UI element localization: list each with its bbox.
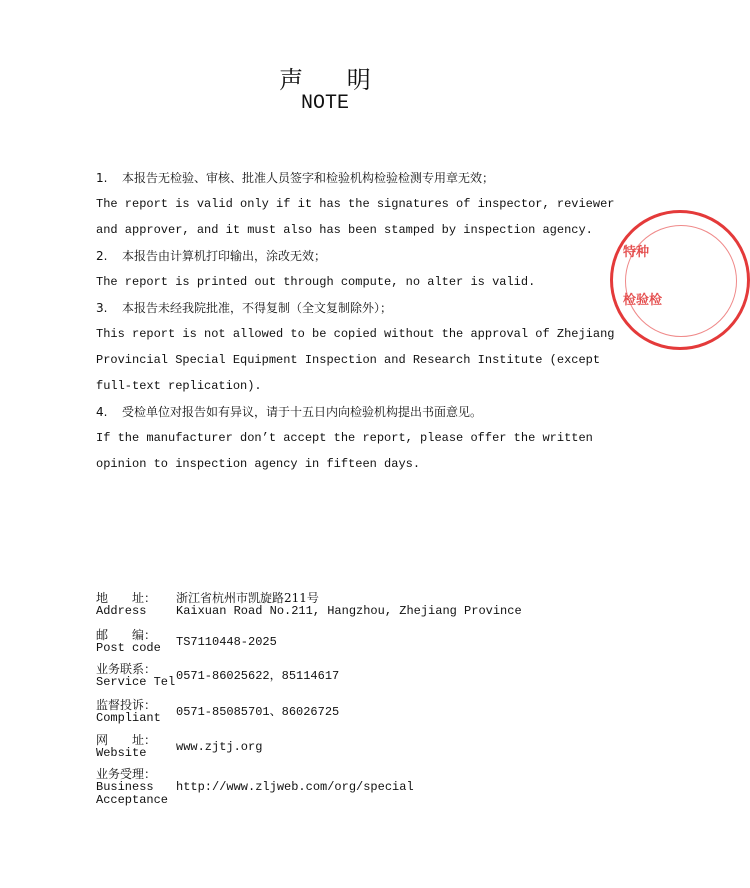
- website-value[interactable]: www.zjtj.org: [176, 740, 263, 754]
- note-3-en-line-2: Provincial Special Equipment Inspection and Research Institute (except: [96, 353, 601, 367]
- note-4-en-line-1: If the manufacturer don’t accept the report, please offer the written: [96, 431, 593, 445]
- service-tel-label-en: Service Tel: [96, 675, 176, 689]
- note-1-cn-text: 本报告无检验、审核、批准人员签字和检验机构检验检测专用章无效；: [122, 171, 495, 185]
- note-2-cn-text: 本报告由计算机打印输出，涂改无效；: [122, 249, 327, 263]
- website-label-cn: 网 址：: [96, 733, 157, 747]
- address-label-cn: 地 址：: [96, 591, 157, 605]
- note-3-number: 3.: [96, 301, 108, 315]
- complaint-label: [96, 699, 176, 725]
- business-acceptance-label-en-2: Acceptance: [96, 793, 169, 807]
- note-4-number: 4.: [96, 405, 108, 419]
- note-3-cn: [96, 295, 576, 321]
- website-label: [96, 734, 176, 760]
- seal-text-line-1: 特种: [623, 245, 650, 260]
- official-seal-stamp: [610, 210, 750, 350]
- website-label-en: Website: [96, 746, 147, 760]
- address-value-cn: 浙江省杭州市凯旋路211号: [176, 591, 319, 605]
- postcode-label-en: Post code: [96, 641, 161, 655]
- note-3-en-line-1: This report is not allowed to be copied without the approval of Zhejiang: [96, 327, 615, 341]
- note-3-cn-text: 本报告未经我院批准，不得复制（全文复制除外）；: [122, 301, 393, 315]
- note-1-cn: [96, 165, 576, 191]
- note-4-cn: [96, 399, 576, 425]
- note-3-en-line-3: full-text replication).: [96, 379, 262, 393]
- business-acceptance-value[interactable]: http://www.zljweb.com/org/special: [176, 780, 414, 794]
- complaint-label-cn: 监督投诉：: [96, 698, 157, 712]
- notes-list: [96, 165, 615, 477]
- postcode-label: [96, 629, 176, 655]
- note-2-number: 2.: [96, 249, 108, 263]
- service-tel-value: 0571-86025622，85114617: [176, 669, 340, 683]
- postcode-label-cn: 邮 编：: [96, 628, 157, 642]
- note-2-cn: [96, 243, 576, 269]
- complaint-value: 0571-85085701、86026725: [176, 705, 340, 719]
- complaint-label-en: Compliant: [96, 711, 161, 725]
- address-label: [96, 592, 176, 618]
- note-1-en-line-1: The report is valid only if it has the signatures of inspector, reviewer: [96, 197, 615, 211]
- page-title-chinese: 声 明: [279, 66, 389, 94]
- page-title-english: NOTE: [300, 92, 349, 115]
- note-1-number: 1.: [96, 171, 108, 185]
- seal-text: [623, 243, 662, 311]
- address-value-en: Kaixuan Road No.211, Hangzhou, Zhejiang Province: [176, 604, 522, 618]
- note-4-en-line-2: opinion to inspection agency in fifteen days.: [96, 457, 421, 471]
- postcode-value: TS7110448-2025: [176, 635, 277, 649]
- address-value: [176, 592, 522, 618]
- note-4-cn-text: 受检单位对报告如有异议，请于十五日内向检验机构提出书面意见。: [122, 405, 483, 419]
- business-acceptance-label-cn: 业务受理：: [96, 767, 157, 781]
- service-tel-label-cn: 业务联系：: [96, 662, 157, 676]
- address-label-en: Address: [96, 604, 147, 618]
- business-acceptance-label: [96, 768, 176, 807]
- service-tel-label: [96, 663, 176, 689]
- seal-text-line-2: 检验检: [623, 293, 663, 308]
- note-2-en-line-1: The report is printed out through compute, no alter is valid.: [96, 275, 536, 289]
- note-1-en-line-2: and approver, and it must also has been stamped by inspection agency.: [96, 223, 593, 237]
- business-acceptance-label-en-1: Business: [96, 780, 154, 794]
